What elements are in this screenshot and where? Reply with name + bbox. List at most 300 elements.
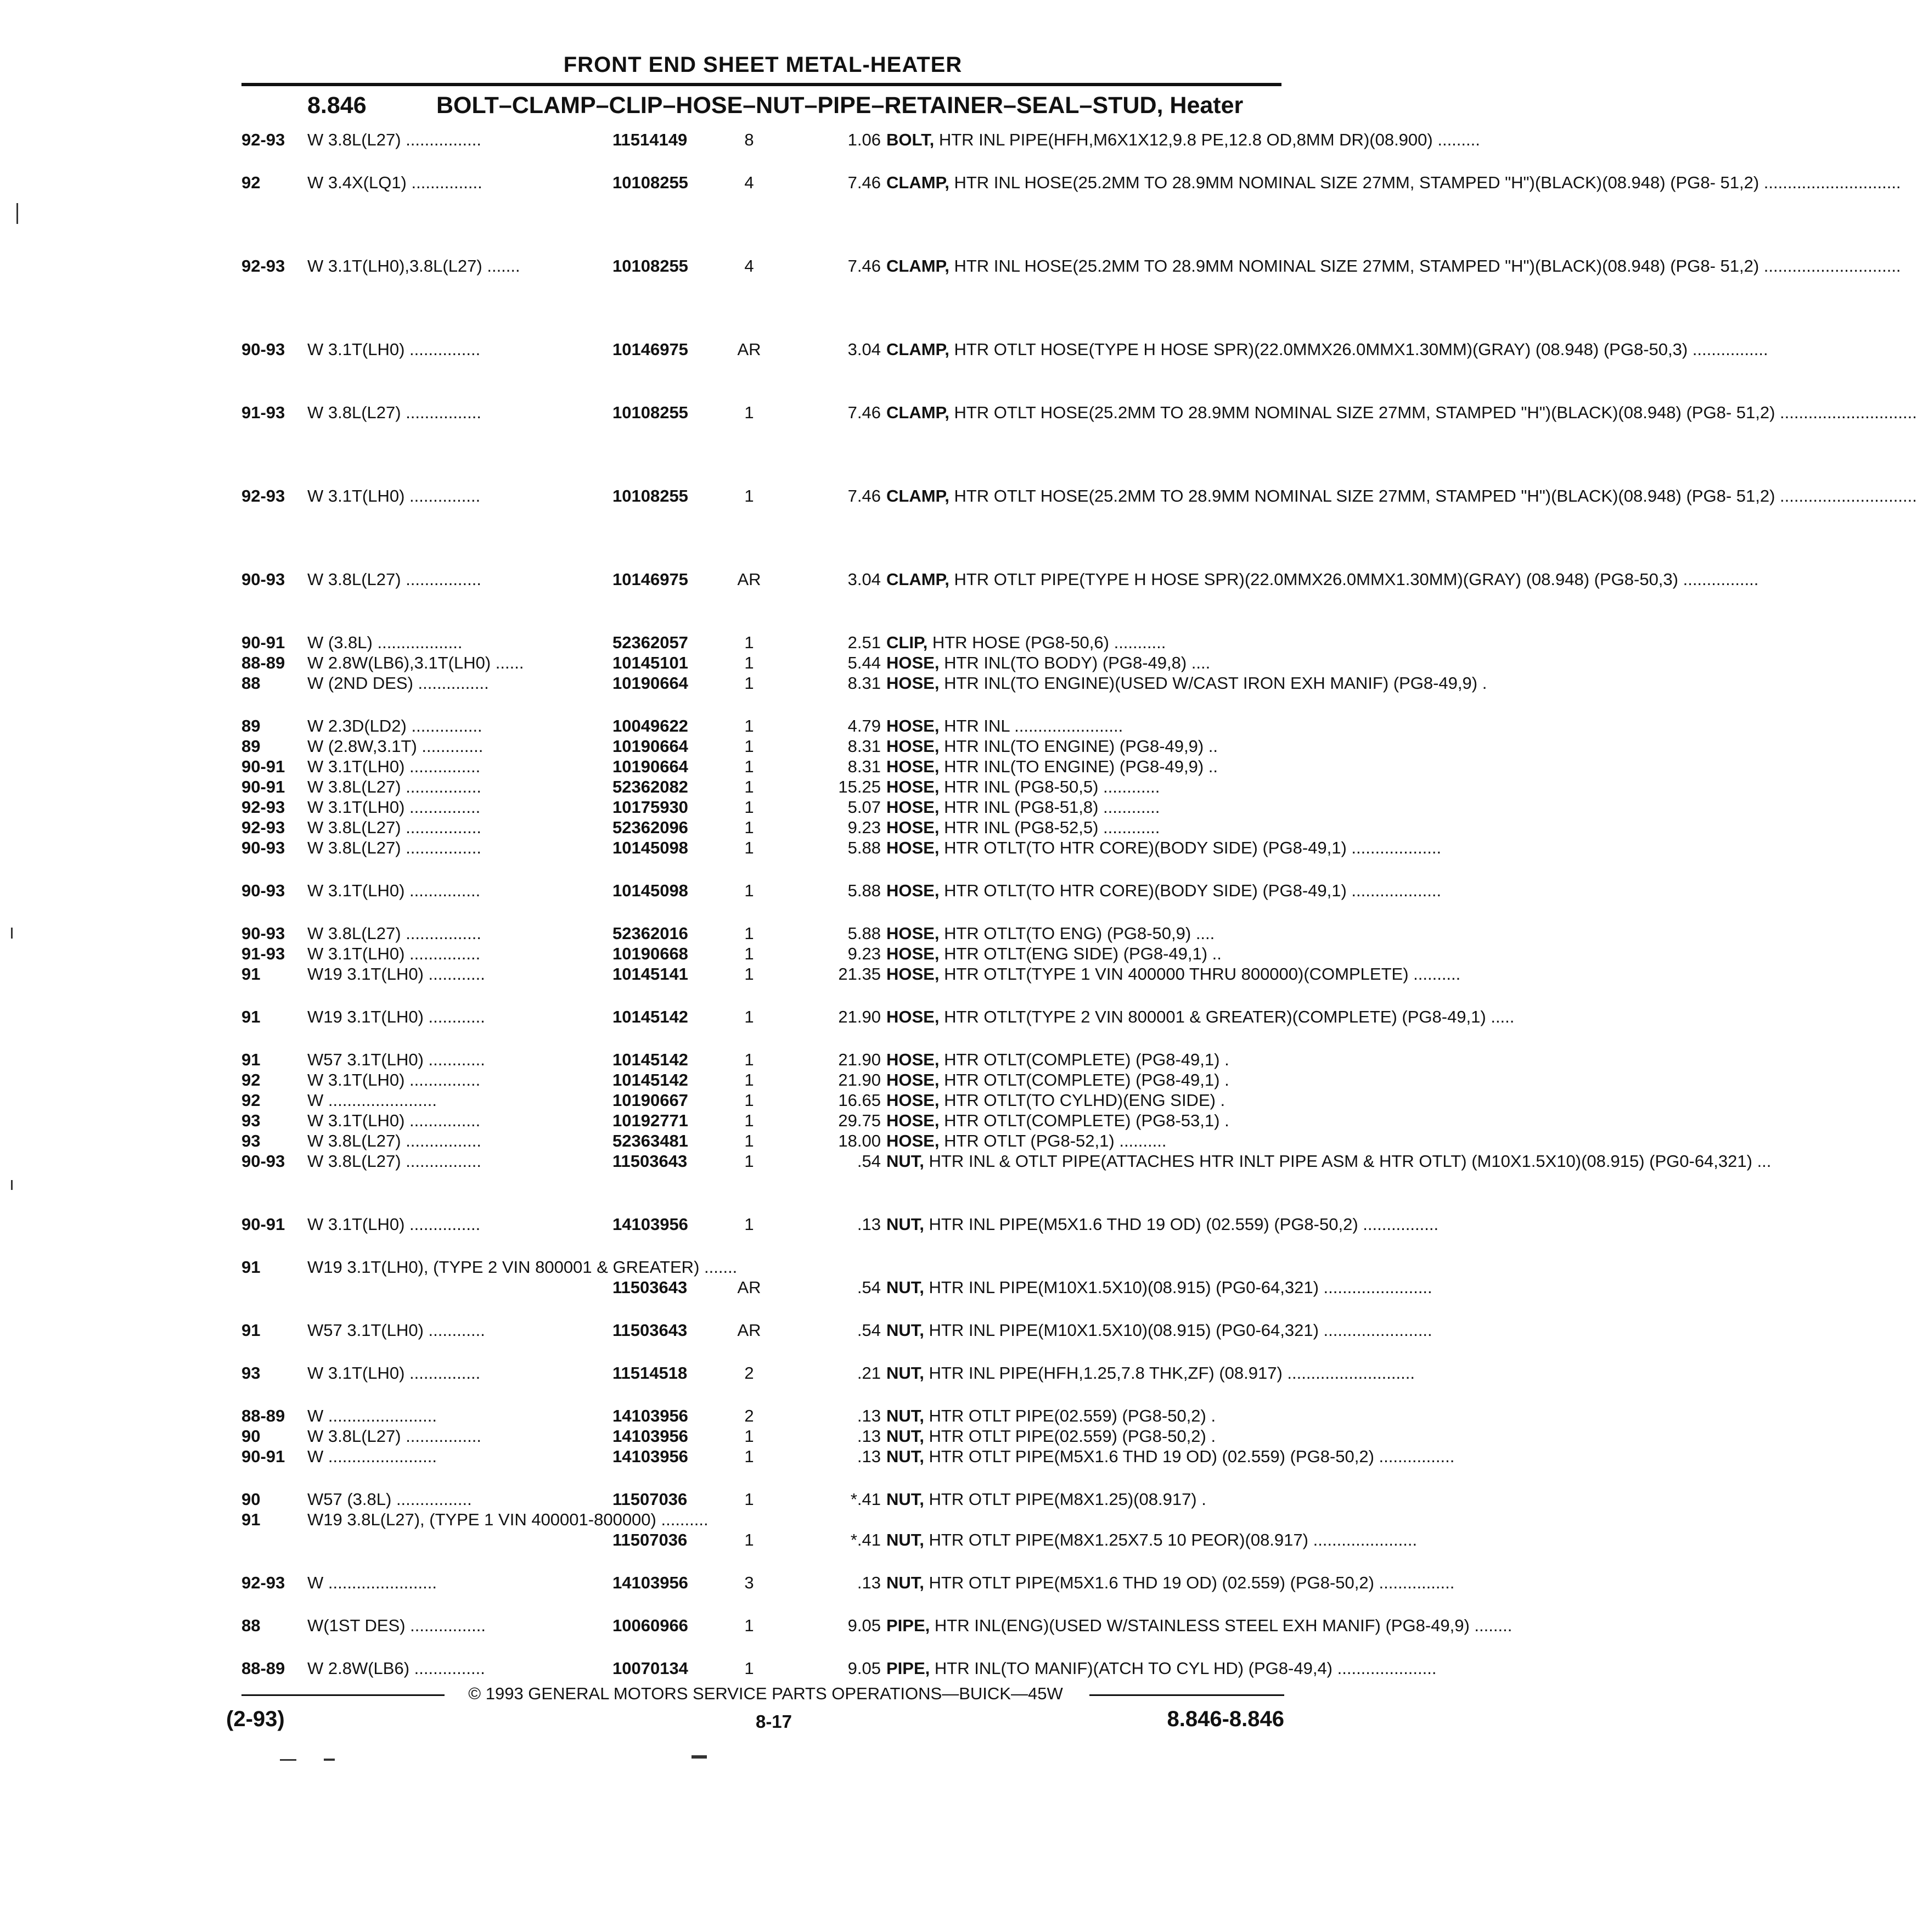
part-description: NUT, HTR OTLT PIPE(M8X1.25)(08.917) . [886,1490,1206,1509]
application: W19 3.1T(LH0) ............ [307,964,485,984]
part-description: NUT, HTR OTLT PIPE(M5X1.6 THD 19 OD) (02.559) (PG8-50,2) ................ [886,1447,1455,1466]
table-row [241,817,1284,838]
application: W 3.1T(LH0) ............... [307,1215,481,1234]
part-name: NUT, [886,1152,924,1171]
model-year: 88-89 [241,1406,285,1425]
part-number: 10145141 [612,964,688,984]
application: W 3.1T(LH0) ............... [307,486,481,506]
part-number: 14103956 [612,1447,688,1466]
part-number: 10070134 [612,1659,688,1678]
part-description: CLAMP, HTR INL HOSE(25.2MM TO 28.9MM NOMINAL SIZE 27MM, STAMPED "H")(BLACK)(08.948) (PG8- 51,2) ............................. [886,173,1901,192]
part-name: CLAMP, [886,173,949,192]
application: W ....................... [307,1091,437,1110]
application: W ....................... [307,1406,437,1425]
model-year: 92 [241,1070,261,1089]
quantity: 1 [744,1152,754,1171]
scan-mark [324,1759,335,1761]
model-year: 92 [241,173,261,192]
price: 15.25 [838,777,881,796]
price: 9.23 [847,818,881,837]
part-name: HOSE, [886,673,940,693]
copyright-notice: © 1993 GENERAL MOTORS SERVICE PARTS OPERATIONS—BUICK—45W [468,1684,1063,1703]
table-row [241,880,1442,923]
table-row [241,838,1442,880]
part-number: 11503643 [612,1321,688,1340]
part-name: NUT, [886,1278,924,1297]
part-description: NUT, HTR OTLT PIPE(02.559) (PG8-50,2) . [886,1406,1216,1425]
part-description: HOSE, HTR INL (PG8-51,8) ............ [886,797,1160,817]
quantity: 1 [744,673,754,693]
quantity: 1 [744,838,754,857]
model-year: 90 [241,1490,261,1509]
application: W 3.1T(LH0) ............... [307,1363,481,1383]
model-year: 90-91 [241,1447,285,1466]
part-name: HOSE, [886,1131,940,1150]
table-row [241,797,1284,817]
quantity: 1 [744,1659,754,1678]
part-name: PIPE, [886,1616,930,1635]
table-row [241,1572,1455,1615]
part-number: 11514518 [612,1363,688,1383]
price: 3.04 [847,340,881,359]
part-description: PIPE, HTR INL(TO MANIF)(ATCH TO CYL HD) (PG8-49,4) ..................... [886,1659,1437,1678]
part-name: HOSE, [886,716,940,735]
model-year: 91 [241,1007,261,1026]
application: W 3.8L(L27) ................ [307,570,481,589]
part-name: CLAMP, [886,403,949,422]
part-description: HOSE, HTR INL(TO ENGINE) (PG8-49,9) .. [886,737,1218,756]
part-number: 10190668 [612,944,688,963]
price: 7.46 [847,486,881,506]
price: *.41 [850,1530,881,1549]
model-year: 90-91 [241,757,285,776]
quantity: 1 [744,944,754,963]
part-number: 11507036 [612,1530,688,1549]
price: .54 [857,1321,881,1340]
quantity: 4 [744,256,754,276]
price: .54 [857,1278,881,1297]
part-number: 10145098 [612,881,688,900]
part-number: 10190664 [612,737,688,756]
model-year: 93 [241,1131,261,1150]
price: 21.90 [838,1070,881,1089]
page-number: 8-17 [755,1711,792,1732]
price: 2.51 [847,633,881,652]
scan-mark [692,1755,707,1759]
part-name: HOSE, [886,1007,940,1026]
price: 8.31 [847,737,881,756]
application: W19 3.1T(LH0) ............ [307,1007,485,1026]
part-description: HOSE, HTR OTLT(COMPLETE) (PG8-49,1) . [886,1050,1229,1069]
part-name: NUT, [886,1363,924,1383]
table-row [241,1257,1432,1320]
part-description: HOSE, HTR INL (PG8-52,5) ............ [886,818,1160,837]
price: 7.46 [847,256,881,276]
model-year: 90-91 [241,777,285,796]
application: W57 3.1T(LH0) ............ [307,1050,485,1069]
quantity: 1 [744,1616,754,1635]
part-description: CLIP, HTR HOSE (PG8-50,6) ........... [886,633,1166,652]
price: 21.90 [838,1050,881,1069]
quantity: 1 [744,716,754,735]
quantity: 1 [744,881,754,900]
part-description: NUT, HTR INL PIPE(M5X1.6 THD 19 OD) (02.559) (PG8-50,2) ................ [886,1215,1439,1234]
part-number: 14103956 [612,1215,688,1234]
quantity: 1 [744,797,754,817]
quantity: 1 [744,818,754,837]
part-name: HOSE, [886,777,940,796]
quantity: 1 [744,757,754,776]
price: 5.07 [847,797,881,817]
application: W ....................... [307,1447,437,1466]
table-row [241,673,1487,716]
part-name: HOSE, [886,1091,940,1110]
section-range: 8.846-8.846 [1167,1707,1284,1731]
application: W 3.1T(LH0) ............... [307,1070,481,1089]
scan-mark [11,1180,13,1190]
part-name: NUT, [886,1215,924,1234]
price: 7.46 [847,403,881,422]
scan-mark [280,1759,296,1761]
page-title: FRONT END SHEET METAL-HEATER [563,53,963,77]
application: W 2.8W(LB6) ............... [307,1659,485,1678]
quantity: 1 [744,1490,754,1509]
table-row [241,1320,1432,1363]
part-number: 11514149 [612,130,688,149]
table-row [241,943,1284,964]
price: .21 [857,1363,881,1383]
quantity: 1 [744,1447,754,1466]
table-row [241,569,1759,632]
application: W 3.8L(L27) ................ [307,818,481,837]
model-year: 92-93 [241,1573,285,1592]
part-name: HOSE, [886,737,940,756]
part-name: NUT, [886,1426,924,1446]
price: 21.35 [838,964,881,984]
part-description: HOSE, HTR OTLT(TO CYLHD)(ENG SIDE) . [886,1091,1225,1110]
table-row [241,777,1284,797]
part-number: 10145142 [612,1007,688,1026]
model-year: 93 [241,1111,261,1130]
quantity: 3 [744,1573,754,1592]
model-year: 91-93 [241,403,285,422]
price: 9.05 [847,1659,881,1678]
price: 1.06 [847,130,881,149]
table-row [241,1406,1284,1426]
part-number: 10190664 [612,757,688,776]
part-name: HOSE, [886,964,940,984]
application: W (3.8L) .................. [307,633,463,652]
application: W 3.8L(L27) ................ [307,1426,481,1446]
application: W 3.1T(LH0) ............... [307,1111,481,1130]
model-year: 88-89 [241,1659,285,1678]
part-description: CLAMP, HTR OTLT HOSE(TYPE H HOSE SPR)(22.0MMX26.0MMX1.30MM)(GRAY) (08.948) (PG8-50,3) ................ [886,340,1768,359]
part-number: 52362082 [612,777,688,796]
part-number: 10190664 [612,673,688,693]
price: 5.88 [847,924,881,943]
application: W 3.1T(LH0) ............... [307,797,481,817]
model-year: 88 [241,673,261,693]
model-year: 90-93 [241,881,285,900]
part-description: CLAMP, HTR OTLT HOSE(25.2MM TO 28.9MM NOMINAL SIZE 27MM, STAMPED "H")(BLACK)(08.948) (PG8- 51,2) ............................. [886,403,1917,422]
price: 7.46 [847,173,881,192]
part-description: HOSE, HTR OTLT (PG8-52,1) .......... [886,1131,1167,1150]
quantity: 1 [744,1426,754,1446]
part-name: CLIP, [886,633,928,652]
table-row [241,1446,1455,1489]
part-name: CLAMP, [886,340,949,359]
price: *.41 [850,1490,881,1509]
part-description: HOSE, HTR OTLT(TYPE 1 VIN 400000 THRU 800000)(COMPLETE) .......... [886,964,1461,984]
quantity: 1 [744,486,754,506]
part-number: 14103956 [612,1426,688,1446]
part-description: HOSE, HTR OTLT(TO ENG) (PG8-50,9) .... [886,924,1215,943]
application: W 3.1T(LH0) ............... [307,757,481,776]
part-description: NUT, HTR OTLT PIPE(02.559) (PG8-50,2) . [886,1426,1216,1446]
table-row [241,736,1284,756]
part-description: NUT, HTR INL PIPE(M10X1.5X10)(08.915) (PG0-64,321) ....................... [886,1278,1432,1297]
application: W57 3.1T(LH0) ............ [307,1321,485,1340]
part-name: NUT, [886,1530,924,1549]
part-description: HOSE, HTR OTLT(TYPE 2 VIN 800001 & GREATER)(COMPLETE) (PG8-49,1) ..... [886,1007,1515,1026]
model-year: 91-93 [241,944,285,963]
part-description: HOSE, HTR INL (PG8-50,5) ............ [886,777,1160,796]
footer-rule-right [1089,1694,1284,1696]
price: 18.00 [838,1131,881,1150]
part-description: NUT, HTR OTLT PIPE(M5X1.6 THD 19 OD) (02.559) (PG8-50,2) ................ [886,1573,1455,1592]
part-description: HOSE, HTR OTLT(COMPLETE) (PG8-53,1) . [886,1111,1229,1130]
part-name: HOSE, [886,944,940,963]
table-row [241,1090,1284,1110]
part-description: CLAMP, HTR INL HOSE(25.2MM TO 28.9MM NOMINAL SIZE 27MM, STAMPED "H")(BLACK)(08.948) (PG8- 51,2) ............................. [886,256,1901,276]
application: W 3.8L(L27) ................ [307,1152,481,1171]
part-description: NUT, HTR OTLT PIPE(M8X1.25X7.5 10 PEOR)(08.917) ...................... [886,1530,1418,1549]
part-description: HOSE, HTR INL ....................... [886,716,1123,735]
part-number: 10108255 [612,486,688,506]
quantity: 2 [744,1406,754,1425]
quantity: 1 [744,1530,754,1549]
model-year: 93 [241,1363,261,1383]
price: 5.88 [847,838,881,857]
quantity: 1 [744,1091,754,1110]
quantity: 4 [744,173,754,192]
price: 8.31 [847,673,881,693]
part-name: CLAMP, [886,256,949,276]
part-name: HOSE, [886,1050,940,1069]
part-name: CLAMP, [886,486,949,506]
part-name: HOSE, [886,838,940,857]
table-row [241,1214,1439,1257]
part-number: 10145101 [612,653,688,672]
table-row [241,172,1901,256]
part-description: HOSE, HTR INL(TO ENGINE) (PG8-49,9) .. [886,757,1218,776]
part-number: 11503643 [612,1278,688,1297]
part-number: 10108255 [612,256,688,276]
application: W 3.8L(L27) ................ [307,924,481,943]
quantity: 1 [744,777,754,796]
price: 4.79 [847,716,881,735]
part-number: 52362057 [612,633,688,652]
part-number: 10146975 [612,340,688,359]
part-name: HOSE, [886,797,940,817]
model-year: 88 [241,1616,261,1635]
quantity: AR [737,1278,761,1297]
part-name: HOSE, [886,924,940,943]
table-row [241,1489,1284,1509]
model-year: 92 [241,1091,261,1110]
quantity: AR [737,340,761,359]
table-row [241,1070,1284,1090]
model-year: 88-89 [241,653,285,672]
price: 5.88 [847,881,881,900]
table-row [241,256,1901,339]
application: W (2.8W,3.1T) ............. [307,737,484,756]
part-name: HOSE, [886,881,940,900]
part-description: HOSE, HTR OTLT(ENG SIDE) (PG8-49,1) .. [886,944,1222,963]
part-name: CLAMP, [886,570,949,589]
part-number: 10145142 [612,1050,688,1069]
quantity: 1 [744,1007,754,1026]
quantity: 1 [744,1070,754,1089]
table-row [241,1007,1515,1049]
table-row [241,402,1917,486]
model-year: 91 [241,1050,261,1069]
quantity: 1 [744,1111,754,1130]
price: 5.44 [847,653,881,672]
price: 29.75 [838,1111,881,1130]
parts-list [241,130,1917,1701]
part-name: NUT, [886,1321,924,1340]
model-year: 89 [241,716,261,735]
part-number: 11503643 [612,1152,688,1171]
header-rule [241,83,1281,86]
part-description: CLAMP, HTR OTLT HOSE(25.2MM TO 28.9MM NOMINAL SIZE 27MM, STAMPED "H")(BLACK)(08.948) (PG8- 51,2) ............................. [886,486,1917,506]
part-description: HOSE, HTR OTLT(TO HTR CORE)(BODY SIDE) (PG8-49,1) ................... [886,838,1442,857]
part-number: 10145142 [612,1070,688,1089]
price: 3.04 [847,570,881,589]
application: W19 3.8L(L27), (TYPE 1 VIN 400001-800000) .......... [307,1510,709,1529]
part-description: BOLT, HTR INL PIPE(HFH,M6X1X12,9.8 PE,12.8 OD,8MM DR)(08.900) ......... [886,130,1480,149]
part-description: HOSE, HTR INL(TO BODY) (PG8-49,8) .... [886,653,1211,672]
part-description: HOSE, HTR INL(TO ENGINE)(USED W/CAST IRON EXH MANIF) (PG8-49,9) . [886,673,1487,693]
application: W 3.8L(L27) ................ [307,130,481,149]
model-year: 90-93 [241,340,285,359]
application: W 3.8L(L27) ................ [307,838,481,857]
application: W 2.3D(LD2) ............... [307,716,482,735]
table-row [241,1509,1418,1572]
part-number: 52362096 [612,818,688,837]
table-row [241,1131,1284,1151]
part-name: BOLT, [886,130,935,149]
model-year: 92-93 [241,818,285,837]
part-name: HOSE, [886,818,940,837]
table-row [241,1151,1772,1214]
price: 8.31 [847,757,881,776]
quantity: 1 [744,1131,754,1150]
section-number: 8.846 [307,92,367,119]
part-number: 10190667 [612,1091,688,1110]
price: .54 [857,1152,881,1171]
part-name: HOSE, [886,1111,940,1130]
part-name: PIPE, [886,1659,930,1678]
table-row [241,486,1917,569]
table-row [241,1049,1284,1070]
part-name: NUT, [886,1573,924,1592]
application: W 3.1T(LH0) ............... [307,881,481,900]
model-year: 92-93 [241,130,285,149]
table-row [241,923,1284,943]
application: W 3.1T(LH0),3.8L(L27) ....... [307,256,520,276]
quantity: 1 [744,924,754,943]
quantity: 1 [744,964,754,984]
table-row [241,756,1284,777]
application: W 3.8L(L27) ................ [307,403,481,422]
part-number: 10146975 [612,570,688,589]
part-name: NUT, [886,1406,924,1425]
part-number: 10108255 [612,173,688,192]
quantity: AR [737,570,761,589]
scan-mark [16,203,18,224]
application: W19 3.1T(LH0), (TYPE 2 VIN 800001 & GREATER) ....... [307,1257,738,1277]
application: W 3.4X(LQ1) ............... [307,173,482,192]
price: 9.23 [847,944,881,963]
part-name: NUT, [886,1490,924,1509]
model-year: 91 [241,1257,261,1277]
model-year: 91 [241,1510,261,1529]
quantity: 1 [744,1050,754,1069]
part-number: 52363481 [612,1131,688,1150]
part-number: 52362016 [612,924,688,943]
footer-rule-left [241,1694,445,1696]
part-name: NUT, [886,1447,924,1466]
application: W(1ST DES) ................ [307,1616,486,1635]
application: W 3.8L(L27) ................ [307,777,481,796]
part-number: 10175930 [612,797,688,817]
part-description: PIPE, HTR INL(ENG)(USED W/STAINLESS STEEL EXH MANIF) (PG8-49,9) ........ [886,1616,1513,1635]
model-year: 90 [241,1426,261,1446]
revision-date: (2-93) [226,1707,285,1731]
application: W 3.1T(LH0) ............... [307,944,481,963]
part-name: HOSE, [886,757,940,776]
model-year: 90-91 [241,1215,285,1234]
price: .13 [857,1426,881,1446]
quantity: 2 [744,1363,754,1383]
price: .13 [857,1447,881,1466]
price: .13 [857,1406,881,1425]
part-number: 11507036 [612,1490,688,1509]
part-number: 10192771 [612,1111,688,1130]
section-heading [307,92,1295,119]
part-description: NUT, HTR INL PIPE(HFH,1.25,7.8 THK,ZF) (08.917) ........................... [886,1363,1415,1383]
table-row [241,1615,1513,1658]
model-year: 92-93 [241,256,285,276]
table-row [241,716,1284,736]
application: W ....................... [307,1573,437,1592]
part-number: 10060966 [612,1616,688,1635]
part-name: HOSE, [886,1070,940,1089]
part-description: NUT, HTR INL PIPE(M10X1.5X10)(08.915) (PG0-64,321) ....................... [886,1321,1432,1340]
part-description: HOSE, HTR OTLT(COMPLETE) (PG8-49,1) . [886,1070,1229,1089]
table-row [241,653,1284,673]
price: 21.90 [838,1007,881,1026]
table-row [241,1363,1415,1406]
application: W 3.8L(L27) ................ [307,1131,481,1150]
model-year: 90-93 [241,924,285,943]
quantity: 1 [744,1215,754,1234]
model-year: 91 [241,964,261,984]
model-year: 90-93 [241,1152,285,1171]
part-description: HOSE, HTR OTLT(TO HTR CORE)(BODY SIDE) (PG8-49,1) ................... [886,881,1442,900]
